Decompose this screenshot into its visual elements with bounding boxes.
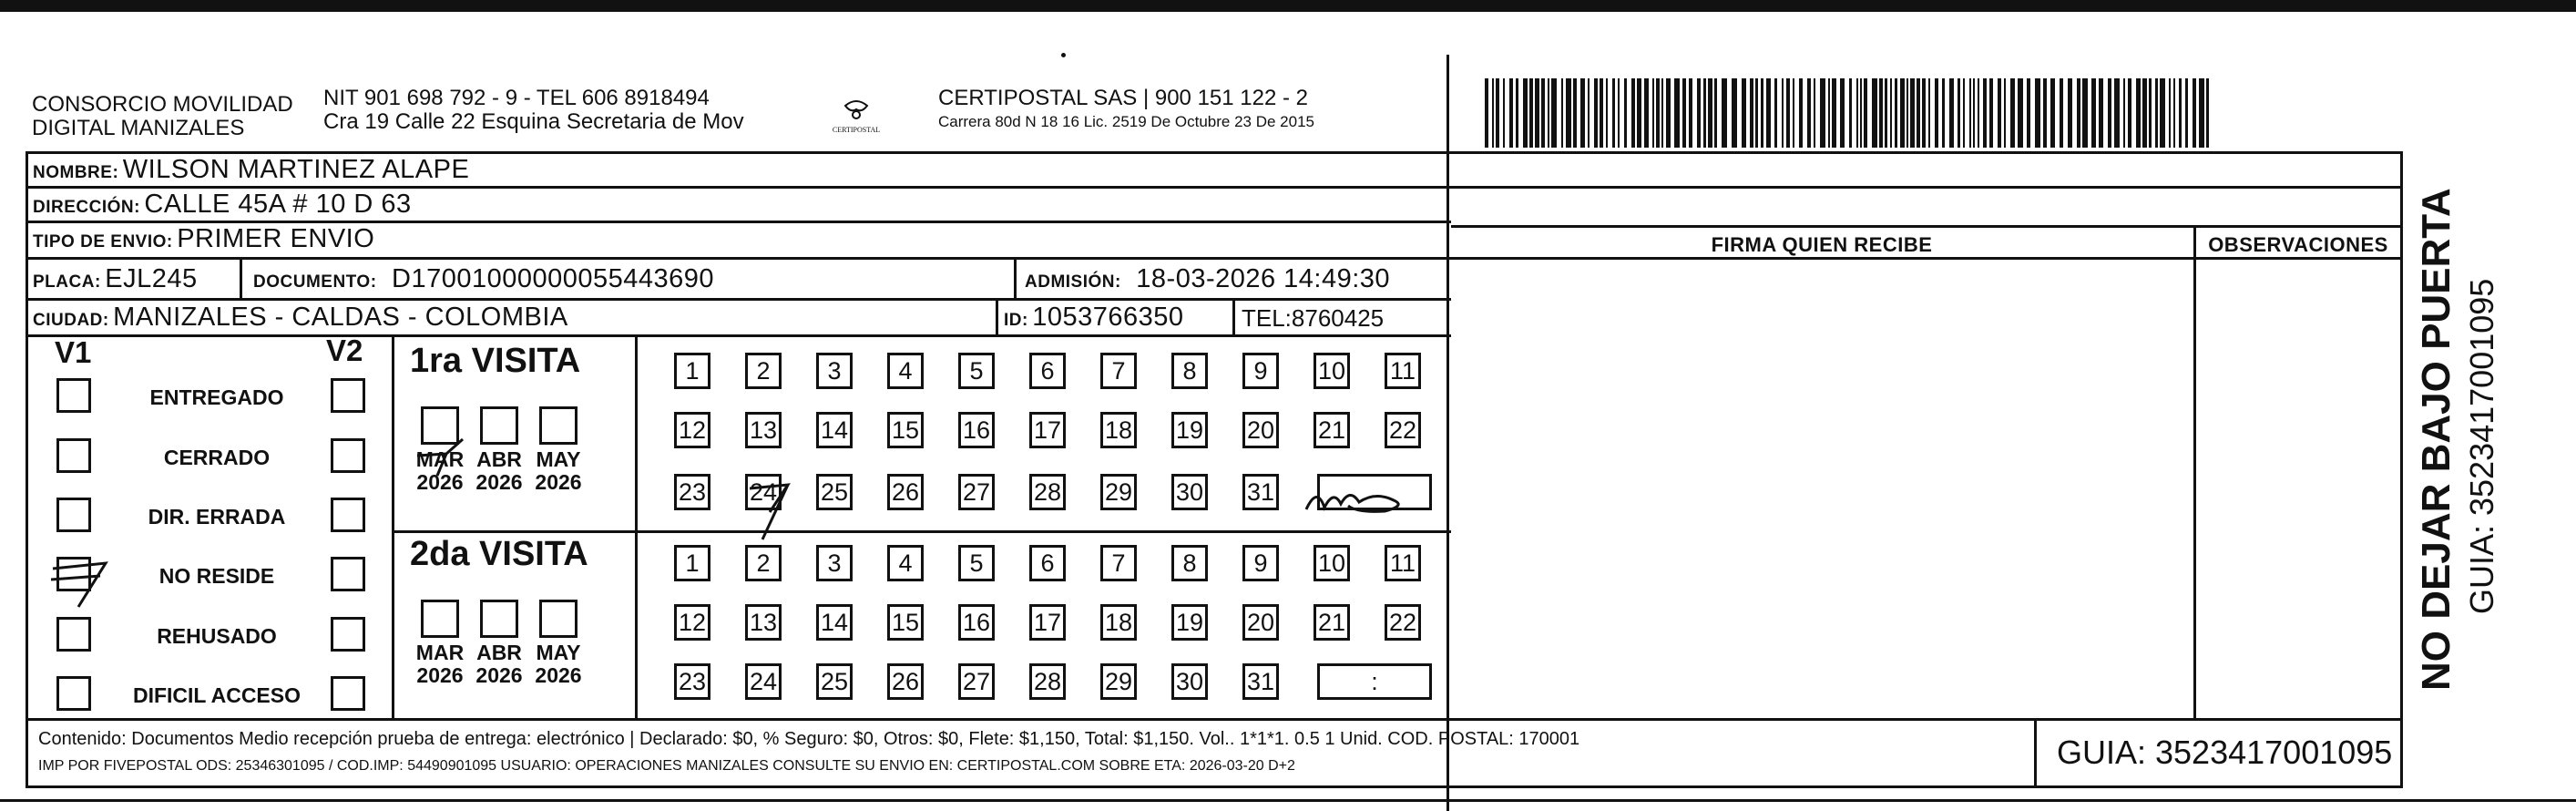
day-box[interactable]: 14 (816, 412, 853, 448)
day-box[interactable]: 26 (887, 663, 924, 700)
barcode-bar (1666, 78, 1671, 148)
barcode-bar (1503, 78, 1505, 148)
status-label: NO RESIDE (158, 564, 275, 588)
logo-text: CERTIPOSTAL (832, 126, 881, 134)
barcode-bar (1637, 78, 1641, 148)
barcode-bar (2142, 78, 2147, 148)
month-label (412, 642, 468, 687)
status-divider (392, 334, 394, 718)
barcode-bar (1860, 78, 1862, 148)
admision-divider (1014, 257, 1017, 298)
day-box[interactable]: 5 (958, 353, 995, 389)
day-box[interactable]: 13 (745, 412, 782, 448)
barcode-bar (1872, 78, 1877, 148)
month-checkbox[interactable] (539, 406, 578, 445)
barcode-bar (1548, 78, 1549, 148)
barcode-bar (1618, 78, 1620, 148)
day-box[interactable]: 11 (1385, 545, 1421, 581)
barcode-bar (2060, 78, 2063, 148)
day-box[interactable]: 11 (1385, 353, 1421, 389)
barcode-bar (1840, 78, 1845, 148)
barcode-bar (1978, 78, 1979, 148)
barcode-bar (1856, 78, 1858, 148)
barcode-bar (2035, 78, 2040, 148)
barcode-bar (2068, 78, 2072, 148)
month-name: MAR (415, 641, 465, 664)
barcode-bar (1983, 78, 1987, 148)
day-box[interactable]: 29 (1100, 663, 1137, 700)
barcode-bar (2136, 78, 2141, 148)
barcode-bar (2123, 78, 2125, 148)
day-box[interactable]: 3 (816, 353, 853, 389)
ciudad-label: CIUDAD: (33, 311, 109, 330)
month-year: 2026 (416, 663, 464, 687)
barcode-bar (1774, 78, 1777, 148)
month-name: ABR (476, 447, 522, 471)
day-box[interactable]: 21 (1314, 604, 1350, 641)
barcode-bar (1580, 78, 1585, 148)
day-box[interactable]: 6 (1029, 353, 1066, 389)
day-box[interactable]: 22 (1385, 412, 1421, 448)
day-box[interactable]: 1 (674, 353, 710, 389)
barcode-bar (2114, 78, 2120, 148)
barcode-bar (1529, 78, 1533, 148)
day-box[interactable]: 31 (1242, 663, 1279, 700)
barcode-bar (1958, 78, 1960, 148)
day-box[interactable]: 29 (1100, 474, 1137, 510)
day-box[interactable]: 30 (1171, 663, 1208, 700)
second-visit-label: 2da VISITA (410, 535, 588, 573)
tipo-envio-row (33, 224, 374, 254)
barcode-bar (2018, 78, 2023, 148)
day-box[interactable]: 10 (1314, 545, 1350, 581)
day-box[interactable]: 23 (674, 663, 710, 700)
row-line-3 (26, 257, 2403, 260)
barcode-bar (1895, 78, 1897, 148)
row-line-1 (26, 186, 2403, 189)
barcode-bar (1600, 78, 1603, 148)
barcode-bar (1969, 78, 1971, 148)
day-box[interactable]: 9 (1242, 353, 1279, 389)
firma-quien-recibe-label: FIRMA QUIEN RECIBE (1711, 233, 1933, 256)
barcode-bar (1973, 78, 1975, 148)
observaciones-area[interactable] (2198, 262, 2398, 715)
barcode-bar (1624, 78, 1627, 148)
day-box[interactable]: 12 (674, 604, 710, 641)
barcode-bar (1722, 78, 1727, 148)
day-box[interactable]: 25 (816, 663, 853, 700)
direccion-label: DIRECCIÓN: (33, 198, 140, 217)
observaciones-label: OBSERVACIONES (2208, 233, 2388, 256)
v2-checkbox[interactable] (331, 557, 365, 591)
day-box[interactable]: 30 (1171, 474, 1208, 510)
v1-checkbox[interactable] (56, 557, 91, 591)
day-box[interactable]: 24 (745, 474, 782, 510)
month-label (412, 448, 468, 494)
barcode-bar (1697, 78, 1701, 148)
barcode-bar (1935, 78, 1938, 148)
signature-area[interactable] (1454, 262, 2192, 715)
top-border (0, 0, 2576, 12)
barcode-bar (1820, 78, 1825, 148)
month-year: 2026 (475, 470, 523, 494)
day-box[interactable]: 8 (1171, 353, 1208, 389)
table-top-line (26, 151, 2403, 154)
day-box[interactable]: 10 (1314, 353, 1350, 389)
placa-value: EJL245 (105, 264, 198, 293)
day-box[interactable]: 18 (1100, 604, 1137, 641)
status-label: DIR. ERRADA (148, 505, 286, 529)
ciudad-cell (33, 303, 568, 333)
nit-line: NIT 901 698 792 - 9 - TEL 606 8918494 (323, 86, 710, 110)
v2-header: V2 (326, 334, 363, 367)
day-box[interactable]: 14 (816, 604, 853, 641)
barcode-bar (2155, 78, 2158, 148)
barcode-bar (1612, 78, 1615, 148)
day-box[interactable]: 3 (816, 545, 853, 581)
barcode-bar (1631, 78, 1635, 148)
barcode-bar (1807, 78, 1811, 148)
day-box[interactable]: 22 (1385, 604, 1421, 641)
barcode-bar (1906, 78, 1908, 148)
company-name (32, 93, 293, 140)
month-label (530, 448, 587, 494)
month-checkbox[interactable] (539, 600, 578, 638)
barcode-bar (1879, 78, 1883, 148)
barcode-bar (1682, 78, 1686, 148)
row-line-5 (26, 334, 1451, 337)
barcode-bar (2128, 78, 2131, 148)
barcode-bar (1689, 78, 1692, 148)
barcode-bar (1606, 78, 1608, 148)
v2-checkbox[interactable] (331, 676, 365, 711)
tel-cell (1242, 304, 1384, 333)
day-box[interactable]: 26 (887, 474, 924, 510)
v1-checkbox[interactable] (56, 676, 91, 711)
table-bottom-line (26, 785, 2403, 788)
barcode-bar (1551, 78, 1557, 148)
barcode-bar (1509, 78, 1513, 148)
barcode-bar (2169, 78, 2171, 148)
tel-label: TEL: (1242, 304, 1292, 332)
month-checkbox[interactable] (421, 600, 459, 638)
tipo-envio-label: TIPO DE ENVIO: (33, 232, 173, 252)
barcode-bar (1656, 78, 1660, 148)
footer-contenido: Contenido: Documentos Medio recepción prueba de entrega: electrónico | Declarado: $0, % Seguro: $0, Otros: $0, Flete: $1,150, Total: $1,150. Vol.. 1*1*1. 0.5 1 Unid. COD. POSTAL: 170001 (38, 729, 1580, 749)
barcode-bar (1917, 78, 1920, 148)
guia-number: GUIA: 3523417001095 (2057, 734, 2393, 771)
courier-info (938, 87, 1314, 134)
admision-value: 18-03-2026 14:49:30 (1136, 264, 1391, 293)
month-name: ABR (476, 641, 522, 664)
sig-row-line (1451, 225, 2403, 228)
barcode-bar (1594, 78, 1598, 148)
barcode-bar (1573, 78, 1577, 148)
v2-checkbox[interactable] (331, 617, 365, 652)
ciudad-value: MANIZALES - CALDAS - COLOMBIA (113, 303, 568, 332)
day-box[interactable]: 9 (1242, 545, 1279, 581)
day-box[interactable]: 21 (1314, 412, 1350, 448)
placa-cell (33, 264, 198, 294)
v1-checkbox[interactable] (56, 438, 91, 473)
courier-line-1: CERTIPOSTAL SAS | 900 151 122 - 2 (938, 86, 1308, 110)
barcode-bar (1849, 78, 1852, 148)
barcode-bar (1661, 78, 1663, 148)
month-name: MAR (415, 447, 465, 471)
barcode-bar (1561, 78, 1563, 148)
tel-divider (1232, 298, 1235, 334)
obs-divider (2193, 225, 2196, 718)
barcode-bar (1799, 78, 1803, 148)
day-box[interactable]: 17 (1029, 412, 1066, 448)
day-box[interactable]: 1 (674, 545, 710, 581)
day-box[interactable]: 25 (816, 474, 853, 510)
barcode-bar (1485, 78, 1488, 148)
barcode-bar (1900, 78, 1905, 148)
barcode-bar (1963, 78, 1965, 148)
v1-checkbox[interactable] (56, 378, 91, 413)
left-border (26, 151, 28, 788)
day-box[interactable]: 2 (745, 353, 782, 389)
id-cell (1004, 303, 1184, 333)
footer-imp-info: IMP POR FIVEPOSTAL ODS: 25346301095 / COD.IMP: 54490901095 USUARIO: OPERACIONES MANIZALES CONSULTE SU ENVIO EN: CERTIPOSTAL.COM SOBRE ETA: 2026-03-20 D+2 (38, 758, 1295, 774)
month-label (471, 448, 527, 494)
placa-divider (240, 257, 242, 298)
certipostal-logo (818, 95, 894, 140)
courier-line-2: Carrera 80d N 18 16 Lic. 2519 De Octubre 23 De 2015 (938, 113, 1314, 130)
id-divider (996, 298, 998, 334)
day-box[interactable]: 2 (745, 545, 782, 581)
status-label: CERRADO (163, 446, 271, 469)
barcode-bar (1516, 78, 1518, 148)
visit-divider (394, 530, 1451, 533)
barcode-bar (1750, 78, 1753, 148)
month-label (530, 642, 587, 687)
barcode-bar (1782, 78, 1784, 148)
side-guia-number: GUIA: 3523417001095 (2463, 278, 2500, 614)
nombre-value: WILSON MARTINEZ ALAPE (122, 155, 470, 184)
day-box[interactable]: 16 (958, 412, 995, 448)
month-checkbox[interactable] (421, 406, 459, 445)
barcode-bar (2185, 78, 2188, 148)
footer-line (26, 718, 2403, 721)
day-box[interactable]: 12 (674, 412, 710, 448)
barcode-bar (1832, 78, 1836, 148)
company-line-2: DIGITAL MANIZALES (32, 116, 245, 140)
placa-label: PLACA: (33, 272, 101, 292)
day-box[interactable]: 18 (1100, 412, 1137, 448)
time-box[interactable] (1317, 474, 1432, 510)
documento-cell (253, 264, 714, 294)
barcode-bar (1814, 78, 1815, 148)
day-box[interactable]: 19 (1171, 604, 1208, 641)
v1-checkbox[interactable] (56, 617, 91, 652)
company-line-1: CONSORCIO MOVILIDAD (32, 92, 293, 117)
barcode-bar (1755, 78, 1758, 148)
barcode-bar (2179, 78, 2182, 148)
address-line: Cra 19 Calle 22 Esquina Secretaria de Mov (323, 109, 744, 134)
v2-checkbox[interactable] (331, 438, 365, 473)
documento-value: D17001000000055443690 (392, 264, 715, 293)
status-label: DIFICIL ACCESO (132, 683, 301, 707)
barcode-bar (1535, 78, 1539, 148)
barcode-bar (1890, 78, 1892, 148)
barcode-bar (1742, 78, 1746, 148)
bottom-border (0, 799, 2576, 802)
month-name: MAY (536, 447, 581, 471)
barcode-bar (1998, 78, 2001, 148)
barcode-bar (2108, 78, 2111, 148)
day-box[interactable]: 8 (1171, 545, 1208, 581)
barcode-bar (2193, 78, 2196, 148)
barcode-bar (1786, 78, 1790, 148)
day-box[interactable]: 24 (745, 663, 782, 700)
barcode-bar (2050, 78, 2055, 148)
barcode-bar (1828, 78, 1830, 148)
barcode-bar (1708, 78, 1712, 148)
month-year: 2026 (535, 470, 582, 494)
barcode-bar (2206, 78, 2209, 148)
admision-cell (1025, 264, 1390, 294)
barcode-bar (2099, 78, 2103, 148)
direccion-value: CALLE 45A # 10 D 63 (144, 190, 412, 219)
day-box[interactable]: 27 (958, 663, 995, 700)
day-box[interactable]: 23 (674, 474, 710, 510)
day-box[interactable]: 15 (887, 604, 924, 641)
day-box[interactable]: 13 (745, 604, 782, 641)
barcode-bar (1989, 78, 1993, 148)
barcode-bar (1644, 78, 1649, 148)
barcode-bar (2077, 78, 2080, 148)
month-checkbox[interactable] (480, 600, 518, 638)
month-year: 2026 (416, 470, 464, 494)
barcode-bar (1942, 78, 1945, 148)
row-line-4 (26, 298, 1451, 301)
barcode-bar (1928, 78, 1930, 148)
tipo-envio-value: PRIMER ENVIO (177, 224, 375, 253)
month-year: 2026 (475, 663, 523, 687)
day-box[interactable]: 7 (1100, 353, 1137, 389)
day-box[interactable]: 31 (1242, 474, 1279, 510)
barcode-bar (1652, 78, 1654, 148)
tel-value: 8760425 (1291, 304, 1385, 332)
barcode-bar (2173, 78, 2175, 148)
barcode-bar (2199, 78, 2204, 148)
barcode-bar (1492, 78, 1494, 148)
v2-checkbox[interactable] (331, 378, 365, 413)
day-box[interactable]: 4 (887, 545, 924, 581)
barcode-bar (1588, 78, 1590, 148)
barcode-bar (2149, 78, 2152, 148)
month-name: MAY (536, 641, 581, 664)
day-box[interactable]: 28 (1029, 474, 1066, 510)
day-box[interactable]: 28 (1029, 663, 1066, 700)
day-box[interactable]: 16 (958, 604, 995, 641)
barcode-bar (1703, 78, 1706, 148)
day-box[interactable]: 20 (1242, 604, 1279, 641)
month-year: 2026 (535, 663, 582, 687)
barcode-bar (1910, 78, 1915, 148)
direccion-row (33, 190, 412, 220)
time-box[interactable]: : (1317, 663, 1432, 700)
barcode-bar (2004, 78, 2006, 148)
barcode-bar (2082, 78, 2088, 148)
barcode-bar (1566, 78, 1571, 148)
barcode-bar (1732, 78, 1737, 148)
barcode-bar (1523, 78, 1528, 148)
month-checkbox[interactable] (480, 406, 518, 445)
company-nit (323, 87, 744, 134)
barcode-bar (1793, 78, 1794, 148)
barcode-bar (1761, 78, 1763, 148)
guia-divider (2034, 718, 2037, 785)
barcode-bar (1766, 78, 1771, 148)
nombre-row (33, 155, 469, 185)
admision-label: ADMISIÓN: (1025, 272, 1121, 292)
day-box[interactable]: 7 (1100, 545, 1137, 581)
id-value: 1053766350 (1032, 303, 1184, 332)
barcode (1485, 78, 2213, 148)
v1-checkbox[interactable] (56, 498, 91, 532)
day-box[interactable]: 15 (887, 412, 924, 448)
status-label: REHUSADO (157, 624, 277, 648)
barcode-bar (1541, 78, 1545, 148)
barcode-bar (1949, 78, 1954, 148)
barcode-bar (1714, 78, 1717, 148)
row-line-2 (26, 221, 1451, 223)
right-border (2400, 151, 2403, 788)
nombre-label: NOMBRE: (33, 163, 119, 182)
day-box[interactable]: 17 (1029, 604, 1066, 641)
barcode-bar (2160, 78, 2165, 148)
barcode-bar (2043, 78, 2047, 148)
months-divider (635, 334, 638, 718)
documento-label: DOCUMENTO: (253, 272, 377, 292)
barcode-bar (2091, 78, 2096, 148)
v1-header: V1 (55, 335, 92, 369)
first-visit-label: 1ra VISITA (410, 342, 581, 380)
barcode-bar (2010, 78, 2015, 148)
day-box[interactable]: 4 (887, 353, 924, 389)
status-label: ENTREGADO (149, 385, 284, 409)
barcode-bar (1864, 78, 1867, 148)
day-box[interactable]: 6 (1029, 545, 1066, 581)
barcode-bar (1885, 78, 1887, 148)
barcode-bar (1674, 78, 1680, 148)
day-box[interactable]: 5 (958, 545, 995, 581)
barcode-bar (1496, 78, 1499, 148)
day-box[interactable]: 19 (1171, 412, 1208, 448)
v2-checkbox[interactable] (331, 498, 365, 532)
day-box[interactable]: 27 (958, 474, 995, 510)
no-dejar-bajo-puerta: NO DEJAR BAJO PUERTA (2414, 188, 2458, 691)
day-box[interactable]: 20 (1242, 412, 1279, 448)
dot-mark (1061, 53, 1066, 57)
mid-divider (1446, 55, 1449, 811)
id-label: ID: (1004, 311, 1028, 330)
barcode-bar (2027, 78, 2030, 148)
month-label (471, 642, 527, 687)
barcode-bar (1922, 78, 1926, 148)
